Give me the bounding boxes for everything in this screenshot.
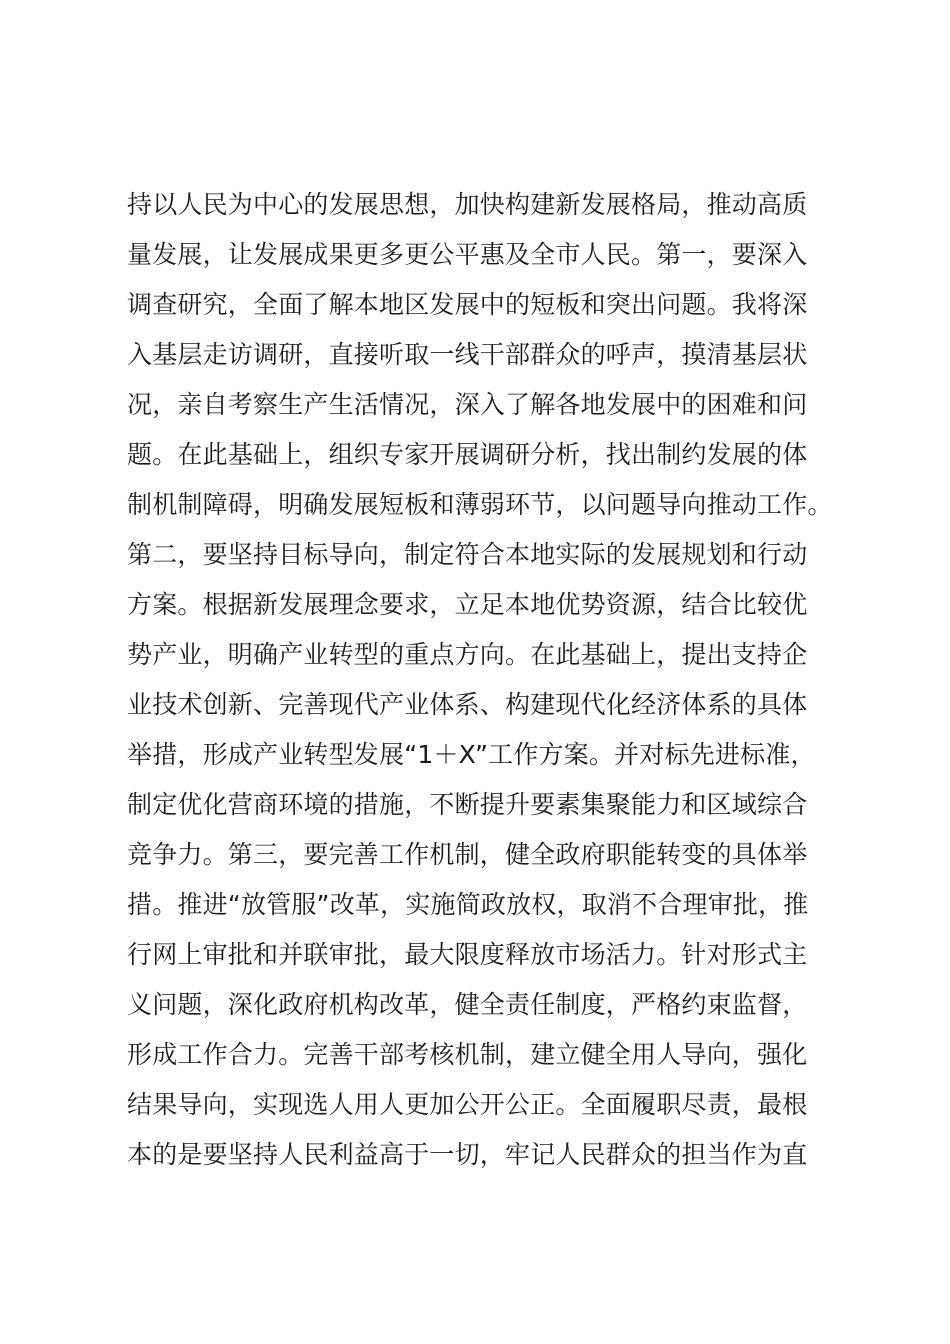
text-line: 本的是要坚持人民利益高于一切，牢记人民群众的担当作为直 — [127, 1140, 808, 1169]
text-line: 况，亲自考察生产生活情况，深入了解各地发展中的困难和问 — [127, 390, 808, 419]
text-line: 调查研究，全面了解本地区发展中的短板和突出问题。我将深 — [127, 290, 808, 319]
text-line: 制定优化营商环境的措施，不断提升要素集聚能力和区域综合 — [127, 790, 808, 819]
text-line: 行网上审批和并联审批，最大限度释放市场活力。针对形式主 — [127, 940, 808, 969]
text-line: 量发展，让发展成果更多更公平惠及全市人民。第一，要深入 — [127, 240, 808, 269]
text-line: 方案。根据新发展理念要求，立足本地优势资源，结合比较优 — [127, 590, 808, 619]
text-line: 题。在此基础上，组织专家开展调研分析，找出制约发展的体 — [127, 440, 808, 469]
text-line: 持以人民为中心的发展思想，加快构建新发展格局，推动高质 — [127, 190, 808, 219]
text-line: 入基层走访调研，直接听取一线干部群众的呼声，摸清基层状 — [127, 340, 808, 369]
text-line: 形成工作合力。完善干部考核机制，建立健全用人导向，强化 — [127, 1040, 808, 1069]
text-line: 义问题，深化政府机构改革，健全责任制度，严格约束监督， — [127, 990, 808, 1019]
body-text — [127, 180, 847, 1180]
text-line: 业技术创新、完善现代产业体系、构建现代化经济体系的具体 — [127, 690, 808, 719]
text-line: 结果导向，实现选人用人更加公开公正。全面履职尽责，最根 — [127, 1090, 808, 1119]
text-line: 第二，要坚持目标导向，制定符合本地实际的发展规划和行动 — [127, 540, 808, 569]
text-line: 势产业，明确产业转型的重点方向。在此基础上，提出支持企 — [127, 640, 808, 669]
text-line: 举措，形成产业转型发展“1＋X”工作方案。并对标先进标准， — [127, 740, 816, 769]
text-line: 措。推进“放管服”改革，实施简政放权，取消不合理审批，推 — [127, 890, 809, 919]
text-line: 竞争力。第三，要完善工作机制，健全政府职能转变的具体举 — [127, 840, 808, 869]
text-line: 制机制障碍，明确发展短板和薄弱环节，以问题导向推动工作。 — [127, 490, 833, 519]
